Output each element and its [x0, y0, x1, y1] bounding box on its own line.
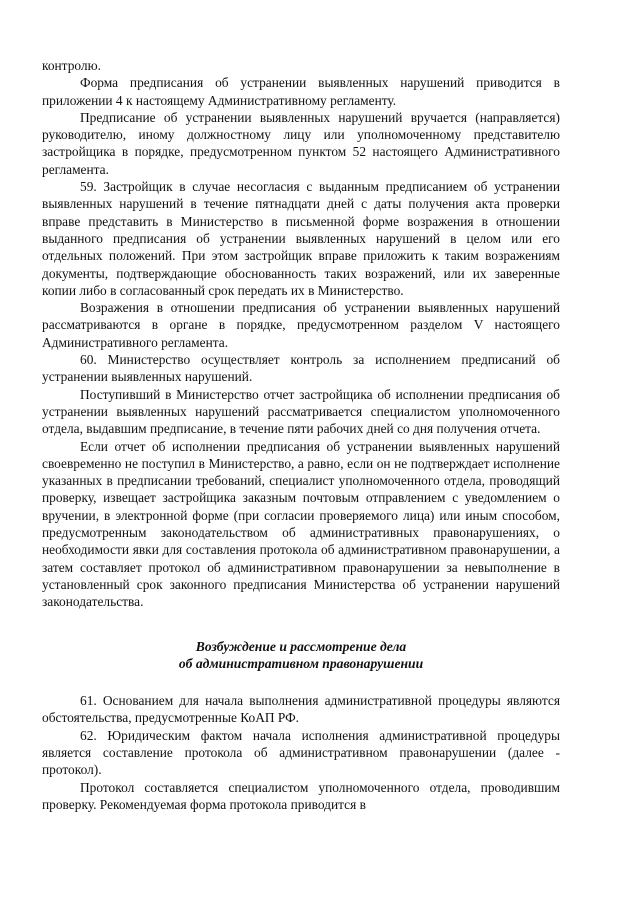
paragraph: 62. Юридическим фактом начала исполнения административной процедуры является составление протокола об административном правонарушении (далее - протокол). — [42, 727, 560, 778]
section-heading-line-2: об административном правонарушении — [178, 655, 424, 671]
paragraph: 59. Застройщик в случае несогласия с выданным предписанием об устранении выявленных нарушений в течение пятнадцати дней с даты получения акта проверки вправе представить в Министерство в письменной форме возражения в отношении выданного предписания об устранении выявленных нарушений в целом или его отдельных положений. При этом застройщик вправе приложить к таким возражениям документы, подтверждающие обоснованность таких возражений, или их заверенные копии либо в согласованный срок передать их в Министерство. — [42, 179, 560, 298]
section-heading-line-1: Возбуждение и рассмотрение дела — [195, 638, 407, 654]
section-heading — [42, 638, 560, 673]
paragraph: контролю. — [42, 58, 101, 73]
paragraph: Поступивший в Министерство отчет застройщика об исполнении предписания об устранении выявленных нарушений рассматривается специалистом уполномоченного отдела, выдавшим предписание, в течение пяти рабочих дней со дня получения отчета. — [42, 386, 560, 437]
paragraph: 61. Основанием для начала выполнения административной процедуры являются обстоятельства, предусмотренные КоАП РФ. — [42, 693, 560, 726]
paragraph: Если отчет об исполнении предписания об устранении выявленных нарушений своевременно не поступил в Министерство, а равно, если он не подтверждает исполнение указанных в предписании требований, специалист уполномоченного отдела, проводящий проверку, извещает застройщика заказным почтовым отправлением с уведомлением о вручении, в электронной форме (при согласии проверяемого лица) или иным способом, предусмотренным законодательством об административных правонарушениях, о необходимости явки для составления протокола об административном правонарушении, а затем составляет протокол об административном правонарушении за невыполнение в установленный срок законного предписания Министерства об устранении нарушений законодательства. — [42, 438, 560, 610]
paragraph: 60. Министерство осуществляет контроль за исполнением предписаний об устранении выявленных нарушений. — [42, 352, 560, 385]
paragraph: Форма предписания об устранении выявленных нарушений приводится в приложении 4 к настоящему Административному регламенту. — [42, 75, 560, 108]
paragraph: Протокол составляется специалистом уполномоченного отдела, проводившим проверку. Рекомендуемая форма протокола приводится в — [42, 779, 560, 812]
paragraph: Предписание об устранении выявленных нарушений вручается (направляется) руководителю, иному должностному лицу или уполномоченному представителю застройщика в порядке, предусмотренном пунктом 52 настоящего Административного регламента. — [42, 109, 560, 177]
paragraph: Возражения в отношении предписания об устранении выявленных нарушений рассматриваются в органе в порядке, предусмотренном разделом V настоящего Административного регламента. — [42, 300, 560, 350]
text-column — [42, 57, 560, 813]
